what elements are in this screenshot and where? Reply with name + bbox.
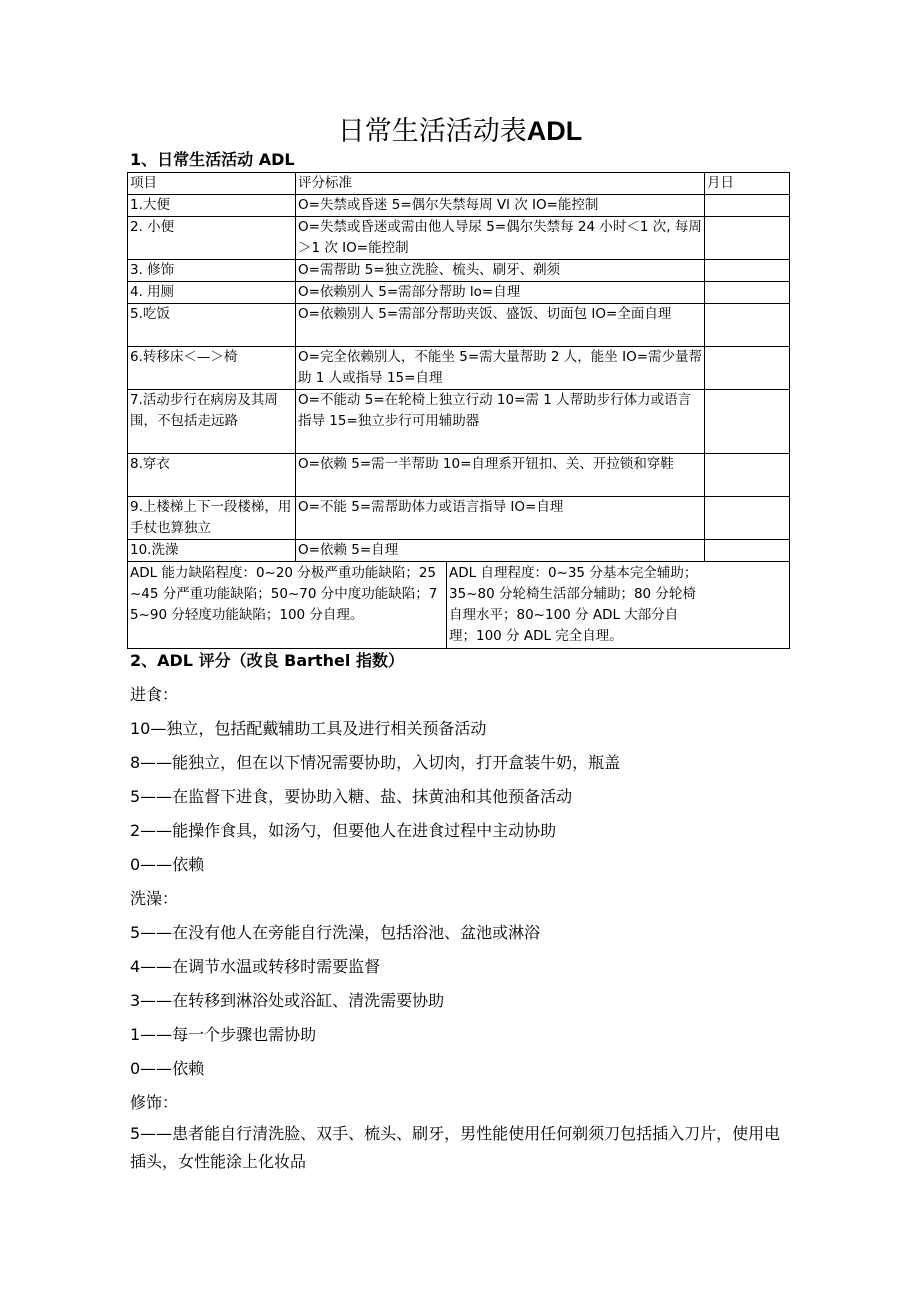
table-row (128, 217, 790, 260)
row-item: 4. 用厕 (128, 282, 296, 304)
row-item: 2. 小便 (128, 217, 296, 260)
table-row (128, 304, 790, 347)
table-row (128, 497, 790, 540)
table-header-row (128, 173, 790, 195)
row-criteria: O=依赖别人 5=需部分帮助夹饭、盛饭、切面包 IO=全面自理 (296, 304, 705, 347)
header-date: 月日 (705, 173, 790, 195)
section2-heading: 2、ADL 评分（改良 Barthel 指数） (130, 651, 404, 670)
row-criteria: O=失禁或昏迷 5=偶尔失禁每周 Vl 次 IO=能控制 (296, 195, 705, 217)
row-criteria: O=依赖别人 5=需部分帮助 lo=自理 (296, 282, 705, 304)
row-criteria: O=依赖 5=需一半帮助 10=自理系开钮扣、关、开拉锁和穿鞋 (296, 454, 705, 497)
row-date-cell (705, 497, 790, 540)
eating-score-line: 10—独立，包括配戴辅助工具及进行相关预备活动 (130, 719, 487, 738)
summary-selfcare: ADL 自理程度：0~35 分基本完全辅助；35~80 分轮椅生活部分辅助；80 分轮椅自理水平；80~100 分 ADL 大部分自理；100 分 ADL 完全自理。 (449, 565, 698, 644)
row-item: 8.穿衣 (128, 454, 296, 497)
row-date-cell (705, 390, 790, 454)
row-item: 7.活动步行在病房及其周围，不包括走远路 (128, 390, 296, 454)
row-criteria: O=失禁或昏迷或需由他人导尿 5=偶尔失禁每 24 小时＜1 次, 每周＞1 次 IO=能控制 (296, 217, 705, 260)
row-item: 9.上楼梯上下一段楼梯，用手杖也算独立 (128, 497, 296, 540)
bathing-score-line: 4——在调节水温或转移时需要监督 (130, 957, 381, 976)
eating-score-line: 5——在监督下进食，要协助入糖、盐、抹黄油和其他预备活动 (130, 787, 573, 806)
table-row (128, 540, 790, 562)
header-criteria: 评分标准 (296, 173, 705, 195)
row-criteria: O=不能动 5=在轮椅上独立行动 10=需 1 人帮助步行体力或语言指导 15=独立步行可用辅助器 (296, 390, 705, 454)
row-date-cell (705, 454, 790, 497)
eating-score-line: 8——能独立，但在以下情况需要协助，入切肉，打开盒装牛奶，瓶盖 (130, 753, 621, 772)
section1-heading: 1、日常生活活动 ADL (130, 150, 295, 169)
row-item: 10.洗澡 (128, 540, 296, 562)
row-date-cell (705, 195, 790, 217)
grooming-score-line: 5——患者能自行清洗脸、双手、梳头、刷牙，男性能使用任何剃须刀包括插入刀片，使用电插头，女性能涂上化妆品 (130, 1124, 781, 1171)
bathing-score-line: 3——在转移到淋浴处或浴缸、清洗需要协助 (130, 991, 445, 1010)
eating-heading: 进食： (130, 685, 179, 704)
bathing-score-line: 0——依赖 (130, 1059, 205, 1078)
adl-table (127, 172, 790, 649)
table-row (128, 195, 790, 217)
row-date-cell (705, 217, 790, 260)
row-date-cell (705, 304, 790, 347)
table-row (128, 260, 790, 282)
summary-row (128, 562, 790, 649)
row-criteria: O=完全依赖别人，不能坐 5=需大量帮助 2 人，能坐 IO=需少量帮助 1 人或指导 15=自理 (296, 347, 705, 390)
table-row (128, 282, 790, 304)
header-item: 项目 (128, 173, 296, 195)
bathing-score-line: 1——每一个步骤也需协助 (130, 1025, 317, 1044)
row-criteria: O=依赖 5=自理 (296, 540, 705, 562)
page-title-text: 日常生活活动表 (337, 116, 527, 147)
eating-score-line: 2——能操作食具，如汤勺，但要他人在进食过程中主动协助 (130, 821, 557, 840)
table-row (128, 390, 790, 454)
row-date-cell (705, 347, 790, 390)
table-row (128, 347, 790, 390)
summary-disability: ADL 能力缺陷程度：0~20 分极严重功能缺陷；25~45 分严重功能缺陷；50~70 分中度功能缺陷；75~90 分轻度功能缺陷；100 分自理。 (128, 562, 447, 648)
eating-score-line: 0——依赖 (130, 855, 205, 874)
grooming-heading: 修饰： (130, 1093, 179, 1112)
page-title-latin: ADL (526, 116, 583, 146)
row-item: 5.吃饭 (128, 304, 296, 347)
page-title (0, 113, 920, 150)
row-date-cell (705, 282, 790, 304)
bathing-heading: 洗澡： (130, 889, 179, 908)
row-item: 6.转移床＜—＞椅 (128, 347, 296, 390)
row-item: 3. 修饰 (128, 260, 296, 282)
table-row (128, 454, 790, 497)
row-date-cell (705, 540, 790, 562)
row-criteria: O=不能 5=需帮助体力或语言指导 IO=自理 (296, 497, 705, 540)
row-criteria: O=需帮助 5=独立洗脸、梳头、刷牙、剃须 (296, 260, 705, 282)
row-date-cell (705, 260, 790, 282)
row-item: 1.大便 (128, 195, 296, 217)
bathing-score-line: 5——在没有他人在旁能自行洗澡，包括浴池、盆池或淋浴 (130, 923, 541, 942)
